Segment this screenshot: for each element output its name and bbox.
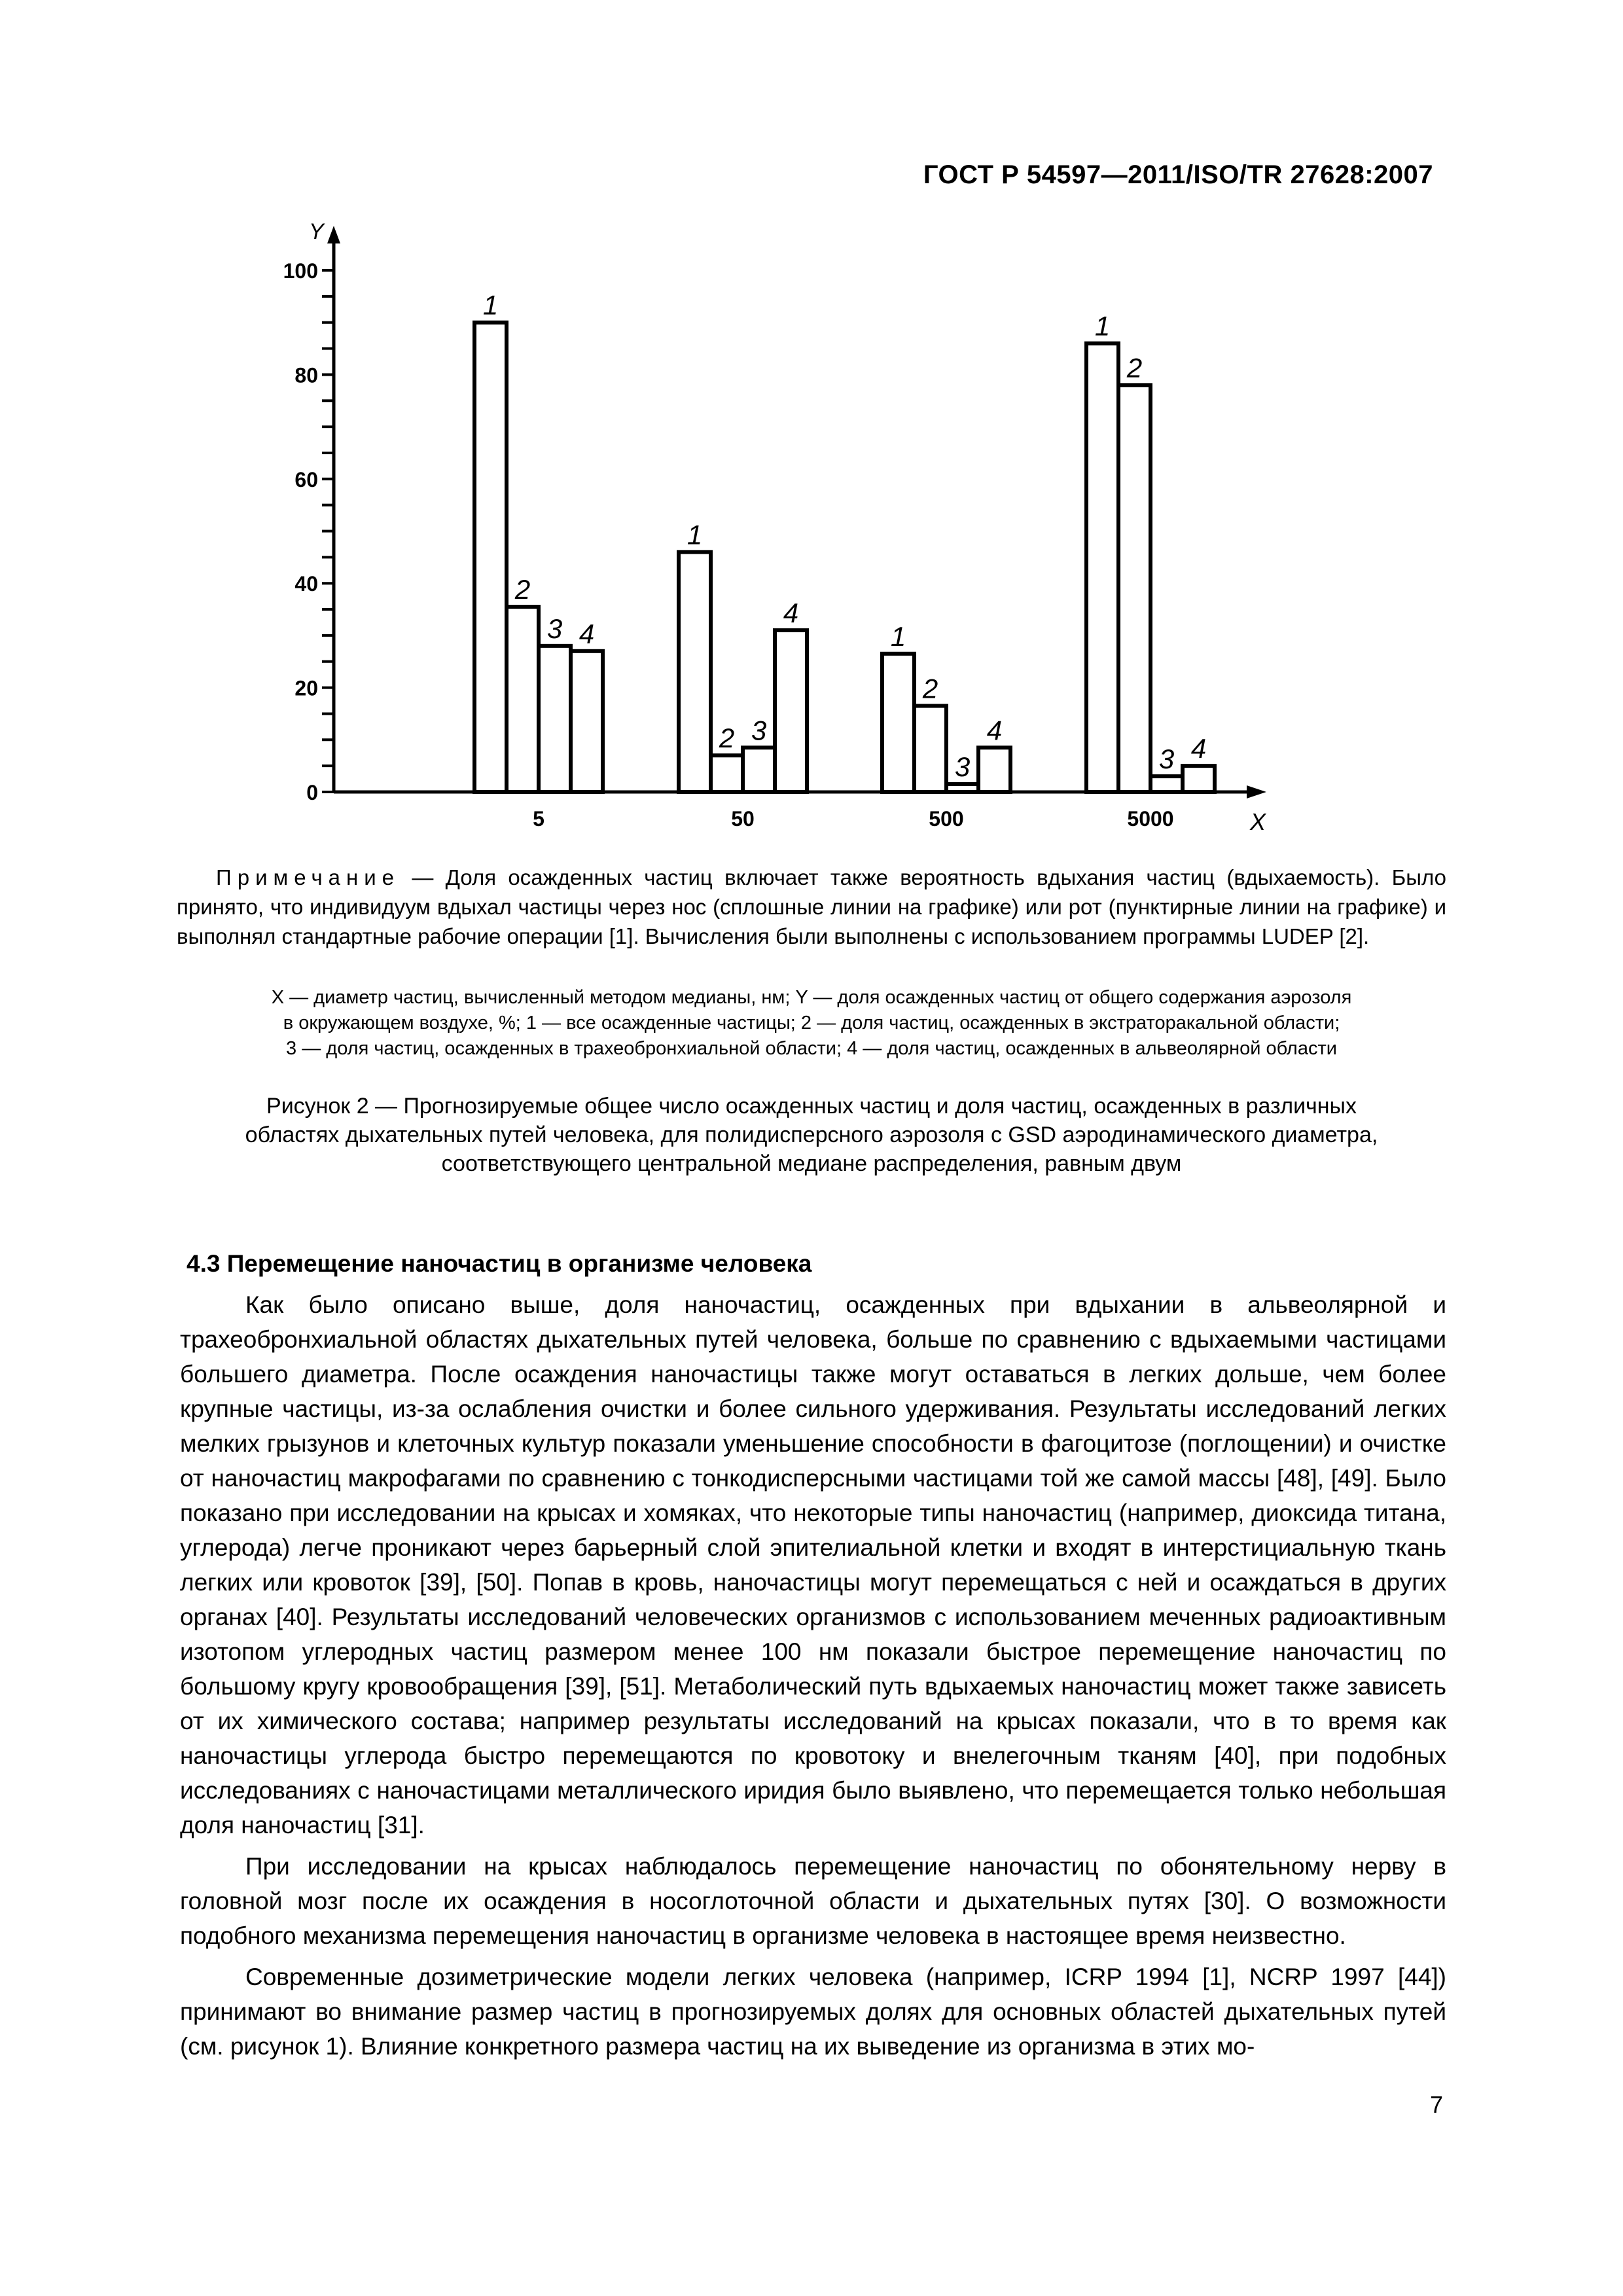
bar-series-label: 3	[1158, 744, 1175, 775]
section-heading: 4.3 Перемещение наночастиц в организме человека	[187, 1250, 812, 1277]
y-tick-label: 40	[294, 572, 318, 596]
note-label: Примечание	[216, 865, 401, 889]
bar-series-label: 1	[482, 289, 499, 321]
caption-line: соответствующего центральной медиане распределения, равным двум	[441, 1151, 1182, 1176]
bar	[1118, 385, 1150, 792]
bar-series-label: 4	[1190, 733, 1207, 764]
y-tick-label: 80	[294, 363, 318, 387]
x-tick-label: 50	[731, 807, 755, 831]
bar-series-label: 1	[890, 620, 906, 652]
x-axis-arrow-icon	[1247, 785, 1266, 798]
bar-series-label: 1	[1094, 310, 1111, 342]
y-ticks	[283, 259, 334, 804]
x-tick-labels	[533, 807, 1173, 831]
bar-series-label: 4	[579, 618, 595, 649]
bar-series-label: 3	[546, 613, 563, 644]
note-text: — Доля осажденных частиц включает также вероятность вдыхания частиц (вдыхаемость). Было принято, что индивидуум вдыхал частицы через нос (сплошные линии на графике) или рот (пунктирные линии на графике) и выполнял стандартные рабочие операции [1]. Вычисления были выполнены с использованием программы LUDEP [2].	[177, 865, 1446, 948]
bar-series-label: 2	[514, 574, 531, 605]
y-axis-arrow-icon	[327, 226, 340, 243]
bar	[679, 552, 711, 792]
bar	[743, 747, 775, 792]
bar	[1086, 344, 1118, 792]
bar	[711, 755, 743, 792]
x-tick-label: 500	[929, 807, 964, 831]
figure-legend	[151, 985, 1472, 1062]
bar	[882, 654, 914, 792]
bar-series-label: 3	[751, 715, 767, 746]
bar	[507, 607, 539, 792]
y-tick-label: 0	[306, 781, 318, 804]
x-tick-label: 5	[533, 807, 544, 831]
y-axis-label: Y	[309, 219, 324, 244]
paragraph: Современные дозиметрические модели легких человека (например, ICRP 1994 [1], NCRP 1997 [44]) принимают во внимание размер частиц в прогнозируемых долях для основных областей дыхательных путей (см. рисунок 1). Влияние конкретного размера частиц на их выведение из организма в этих мо-	[180, 1964, 1446, 2060]
bar	[946, 784, 978, 792]
bar	[571, 651, 603, 792]
figure-note	[177, 863, 1446, 951]
x-axis-label: X	[1250, 808, 1266, 835]
x-tick-label: 5000	[1127, 807, 1174, 831]
bar-chart	[249, 216, 1309, 851]
bar	[775, 630, 807, 792]
bar	[1183, 766, 1215, 792]
figure-caption	[151, 1092, 1472, 1178]
bar	[978, 747, 1010, 792]
y-tick-label: 100	[283, 259, 318, 283]
bars	[474, 290, 1215, 792]
bar-series-label: 4	[783, 597, 799, 628]
caption-line: областях дыхательных путей человека, для полидисперсного аэрозоля с GSD аэродинамического диаметра,	[245, 1122, 1378, 1147]
bar-series-label: 4	[986, 715, 1003, 746]
bar-series-label: 3	[954, 751, 971, 783]
y-tick-label: 60	[294, 467, 318, 492]
caption-line: Рисунок 2 — Прогнозируемые общее число осажденных частиц и доля частиц, осажденных в различных	[266, 1094, 1357, 1119]
body-text	[180, 1287, 1446, 2070]
legend-line: X — диаметр частиц, вычисленный методом медианы, нм; Y — доля осажденных частиц от общего содержания аэрозоля	[271, 987, 1352, 1008]
bar-series-label: 2	[1126, 352, 1143, 384]
bar	[539, 646, 571, 792]
paragraph: При исследовании на крысах наблюдалось перемещение наночастиц по обонятельному нерву в головной мозг после их осаждения в носоглоточной области и дыхательных путях [30]. О возможности подобного механизма перемещения наночастиц в организме человека в настоящее время неизвестно.	[180, 1853, 1446, 1949]
bar-series-label: 1	[687, 519, 703, 550]
page-number: 7	[1429, 2091, 1443, 2118]
legend-line: 3 — доля частиц, осажденных в трахеобронхиальной области; 4 — доля частиц, осажденных в альвеолярной области	[286, 1038, 1337, 1059]
bar-series-label: 2	[922, 673, 938, 704]
bar-series-label: 2	[719, 723, 735, 754]
bar	[1150, 776, 1183, 792]
paragraph: Как было описано выше, доля наночастиц, осажденных при вдыхании в альвеолярной и трахеобронхиальной областях дыхательных путей человека, больше по сравнению с вдыхаемыми частицами большего диаметра. После осаждения наночастицы также могут оставаться в легких дольше, чем более крупные частицы, из-за ослабления очистки и более сильного удерживания. Результаты исследований легких мелких грызунов и клеточных культур показали уменьшение способности в фагоцитозе (поглощении) и очистке от наночастиц макрофагами по сравнению с тонкодисперсными частицами той же самой массы [48], [49]. Было показано при исследовании на крысах и хомяках, что некоторые типы наночастиц (например, диоксида титана, углерода) легче проникают через барьерный слой эпителиальной клетки и входят в интерстициальную ткань легких или кровоток [39], [50]. Попав в кровь, наночастицы могут перемещаться с ней и осаждаться в других органах [40]. Результаты исследований человеческих организмов с использованием меченных радиоактивным изотопом углеродных частиц размером менее 100 нм показали быстрое перемещение наночастиц по большому кругу кровообращения [39], [51]. Метаболический путь вдыхаемых наночастиц может также зависеть от их химического состава; например результаты исследований на крысах показали, что в то время как наночастицы углерода быстро перемещаются по кровотоку и внелегочным тканям [40], при подобных исследованиях с наночастицами металлического иридия было выявлено, что перемещается только небольшая доля наночастиц [31].	[180, 1291, 1446, 1839]
bar	[914, 706, 946, 792]
y-tick-label: 20	[294, 676, 318, 700]
bar	[474, 323, 507, 792]
document-header: ГОСТ Р 54597—2011/ISO/TR 27628:2007	[923, 160, 1433, 189]
legend-line: в окружающем воздухе, %; 1 — все осажденные частицы; 2 — доля частиц, осажденных в экстраторакальной области;	[283, 1013, 1340, 1033]
